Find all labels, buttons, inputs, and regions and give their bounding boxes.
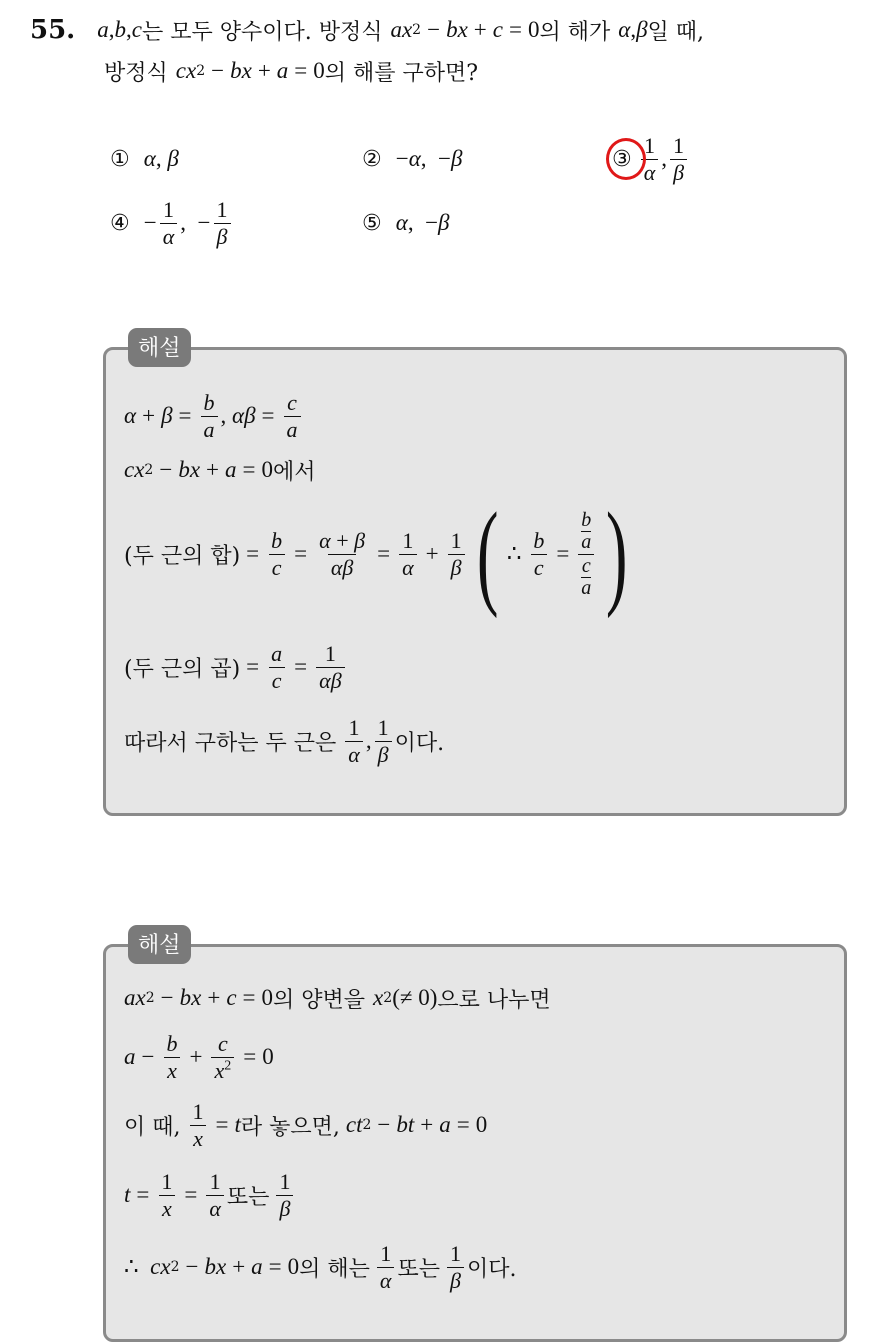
exp2-line-3-prefix: 이 때, (124, 1114, 181, 1140)
choice-1[interactable]: ① α , β (110, 146, 179, 172)
question-number: 55. (30, 15, 76, 45)
product-of-roots-label: (두 근의 곱) (124, 656, 241, 682)
exp2-line-5-text-a: 의 해는 (299, 1256, 370, 1282)
exp2-line-5-text-c: 이다. (466, 1256, 517, 1282)
exp2-line-4: t = $\frac{1}{x}$ = $\frac{1}{\alpha}$ 또는 $\frac{1}{\beta}$ (124, 1164, 296, 1226)
exp1-line-3: (두 근의 합) = $\frac{b}{c}$ = $\frac{\alpha + \beta}{\alpha\beta}$ = $\frac{1}{\alpha}$ + $\frac{1}{\beta}$ ( ∴ $\frac{b}{c}$ = b a c a ) (124, 488, 628, 619)
exp2-line-2: a − $\frac{b}{x}$ + $\frac{c}{x^2}$ = 0 (124, 1031, 274, 1083)
choice-4[interactable]: ④ − $\frac{1}{\alpha}$ , − $\frac{1}{\beta}$ (110, 192, 234, 254)
exp1-line-4: (두 근의 곱) = $\frac{a}{c}$ = $\frac{1}{\alpha\beta}$ (124, 636, 348, 698)
selected-answer-circle (606, 138, 646, 180)
choice-4-mark: ④ (110, 210, 130, 236)
choice-5[interactable]: ⑤ α , − β (362, 210, 450, 236)
choice-3-mark: ③ (612, 146, 632, 172)
exp1-conclusion-suffix: 이다. (394, 730, 445, 756)
exp1-line-1: α + β = $\frac{b}{a}$ , αβ = $\frac{c}{a}$ (124, 385, 304, 447)
exp2-line-5-text-b: 또는 (397, 1256, 440, 1282)
exp1-line-2: cx 2 − bx + a = 0 에서 (124, 452, 316, 488)
exp1-line-5: 따라서 구하는 두 근은 $\frac{1}{\alpha}$ , $\frac{1}{\beta}$ 이다. (124, 715, 445, 767)
exp1-conclusion-prefix: 따라서 구하는 두 근은 (124, 730, 337, 756)
choice-1-mark: ① (110, 146, 130, 172)
sum-of-roots-label: (두 근의 합) (124, 543, 241, 569)
choice-2-mark: ② (362, 146, 382, 172)
right-paren: ) (606, 488, 628, 619)
choice-2[interactable]: ② − α , − β (362, 146, 463, 172)
stem-text-2: 의 해가 (539, 19, 611, 45)
exp1-line-2-suffix: 에서 (273, 459, 316, 485)
stem-text-4: 방정식 (104, 60, 168, 86)
exp2-line-3-mid: 라 놓으면, (240, 1114, 340, 1140)
exp2-line-4-or: 또는 (226, 1184, 270, 1210)
choice-3[interactable]: ③ $\frac{1}{\alpha}$ , $\frac{1}{\beta}$ (612, 128, 690, 190)
explanation-badge-1: 해설 (128, 328, 191, 367)
left-paren: ( (476, 488, 499, 619)
exp2-line-5: ∴ cx 2 − bx + a = 0 의 해는 $\frac{1}{\alpha}$ 또는 $\frac{1}{\beta}$ 이다. (124, 1241, 517, 1293)
exp2-line-1: ax 2 − bx + c = 0 의 양변을 x 2 (≠ 0) 으로 나누면 (124, 980, 551, 1016)
exp2-line-3: 이 때, $\frac{1}{x}$ = t 라 놓으면, ct 2 − bt + a = 0 (124, 1099, 488, 1151)
stem-text-5: 의 해를 구하면? (324, 60, 479, 86)
explanation-badge-2: 해설 (128, 925, 191, 964)
stem-text-1: 는 모두 양수이다. 방정식 (141, 19, 383, 45)
exp2-line-1-text-b: 으로 나누면 (437, 987, 551, 1013)
problem-line-1: 55. a , b , c 는 모두 양수이다. 방정식 ax 2 − bx + c = 0 의 해가 α , β 일 때, (30, 15, 705, 45)
problem-line-2: 방정식 cx 2 − bx + a = 0 의 해를 구하면? (104, 52, 478, 90)
choice-5-mark: ⑤ (362, 210, 382, 236)
exp2-line-1-text-a: 의 양변을 (273, 987, 366, 1013)
stem-text-3: 일 때, (647, 19, 705, 45)
